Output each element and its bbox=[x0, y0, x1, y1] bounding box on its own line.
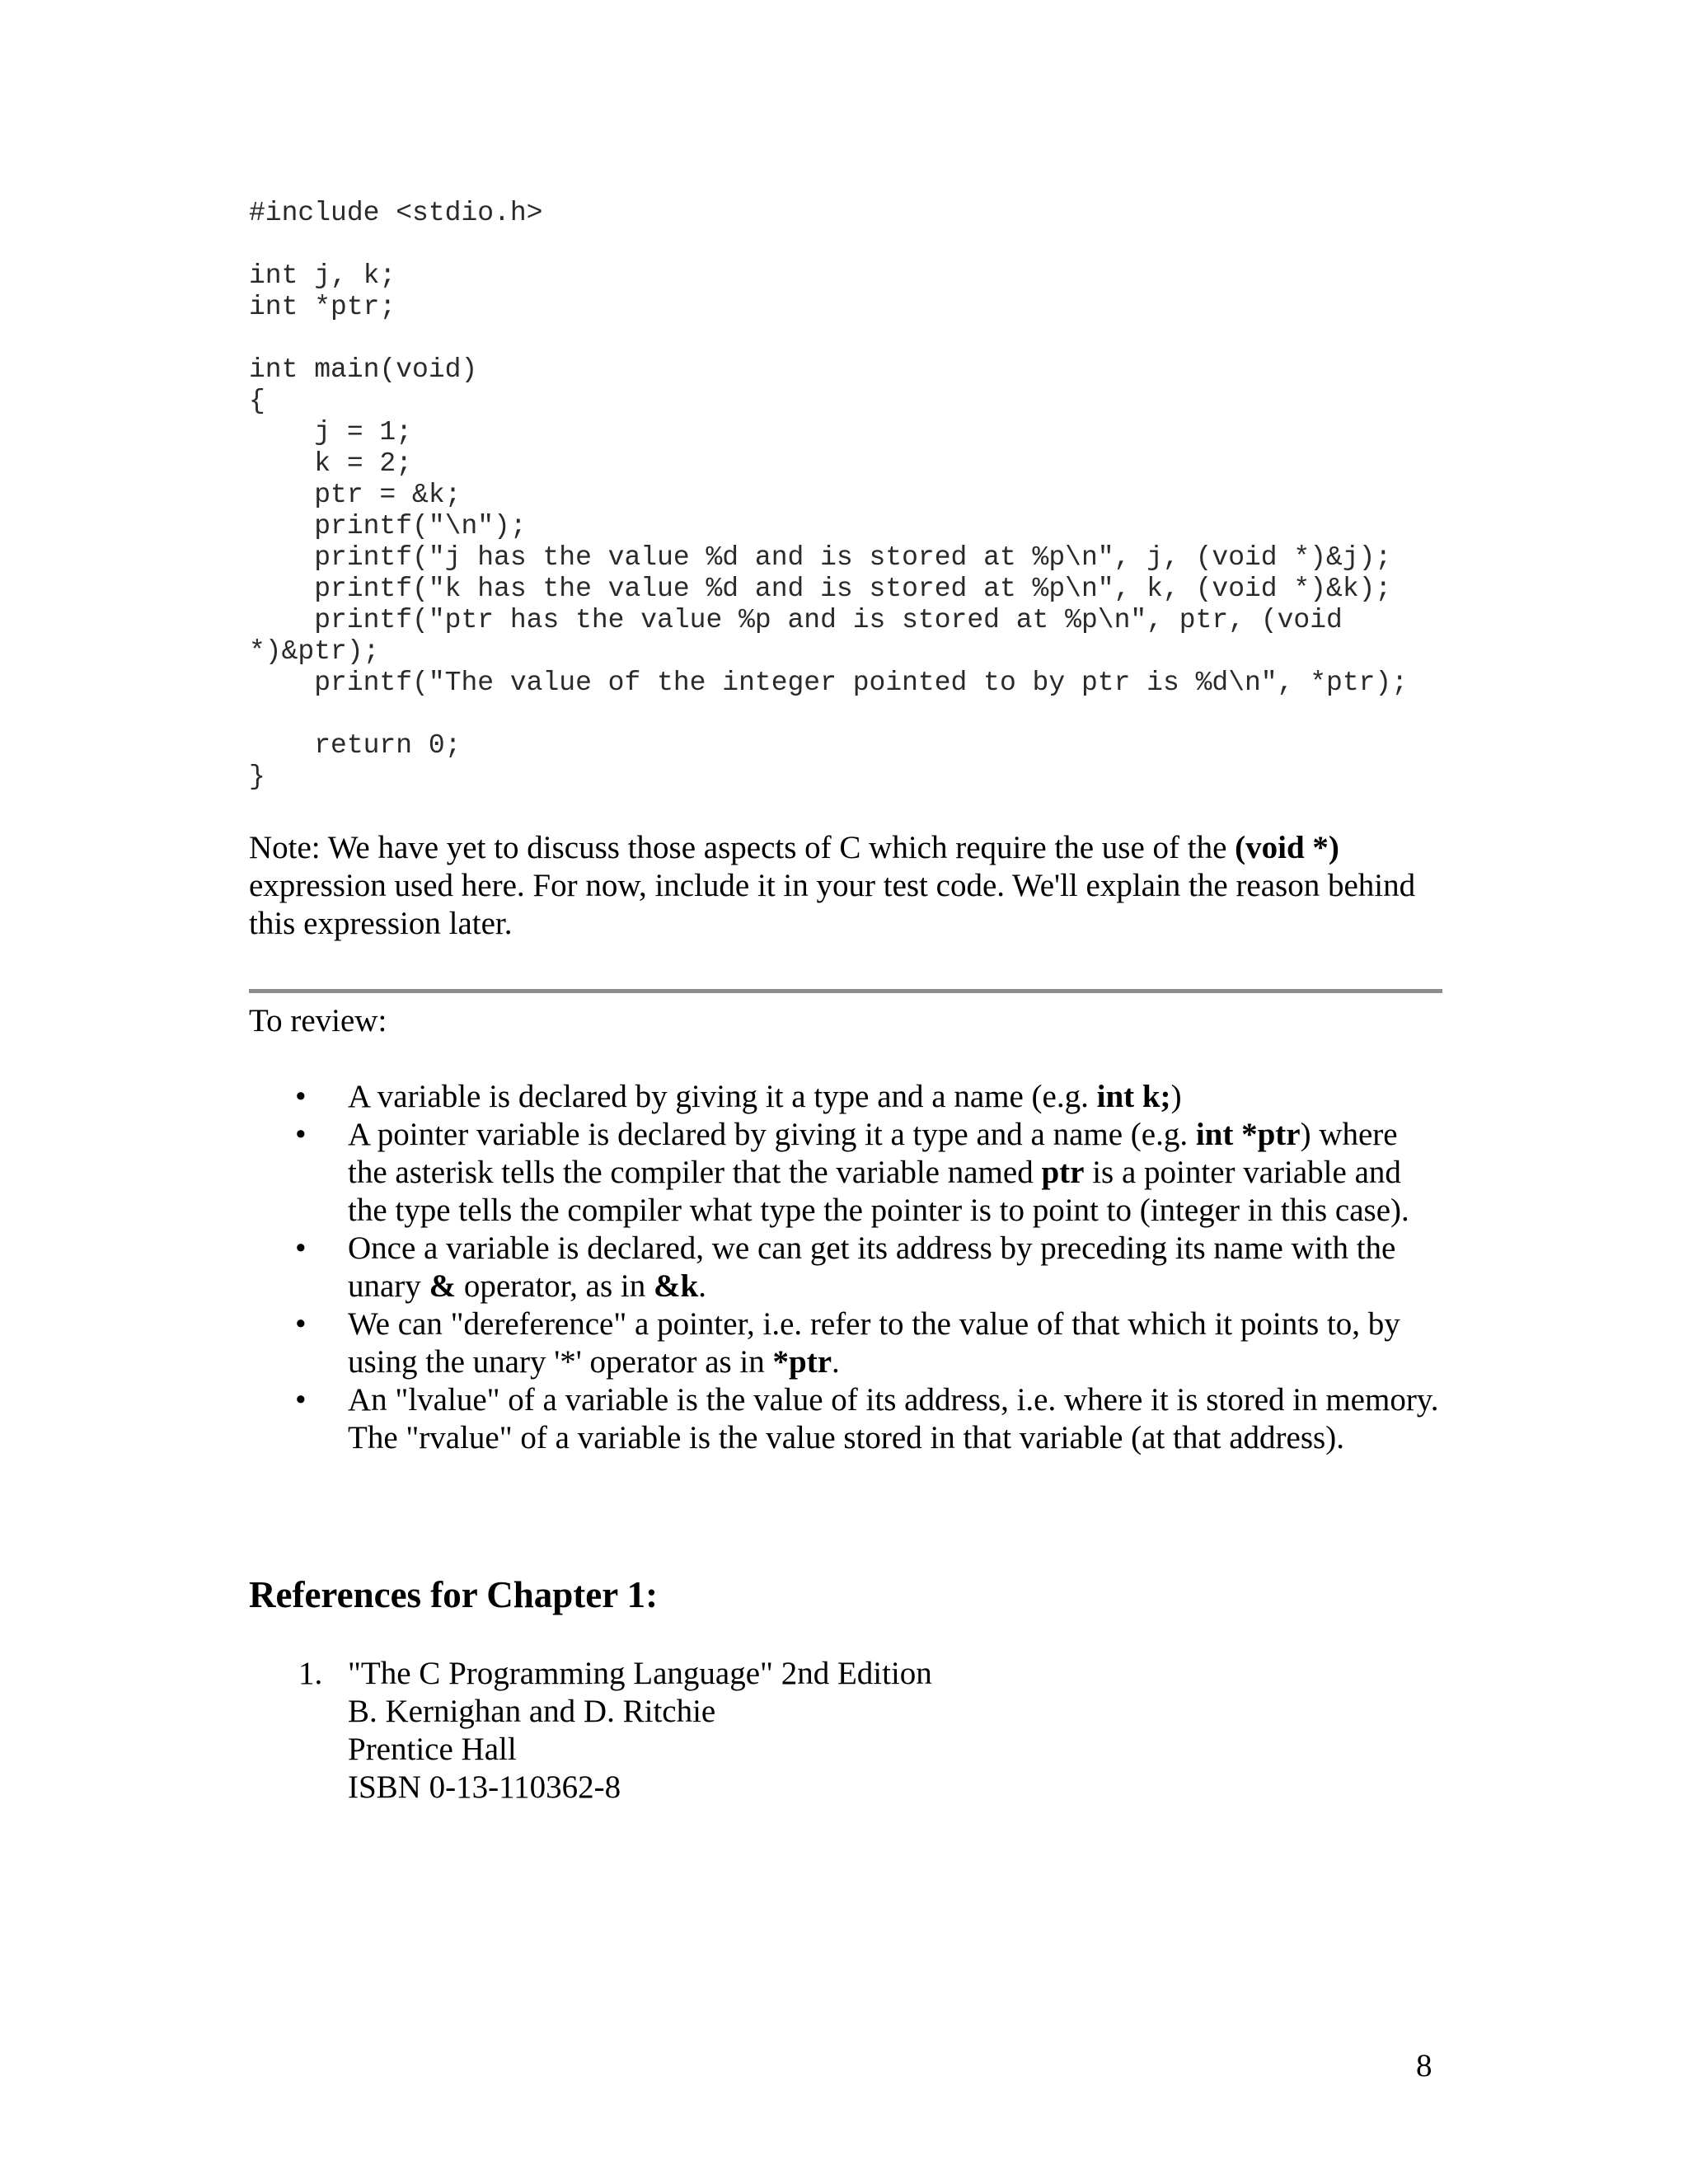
code-line: k = 2; bbox=[249, 448, 413, 479]
review-item-bold-text: & bbox=[429, 1268, 457, 1304]
references-heading: References for Chapter 1: bbox=[249, 1574, 659, 1615]
review-item-text: A variable is declared by giving it a type and a name (e.g. bbox=[348, 1079, 1097, 1114]
review-list-item bbox=[249, 1381, 1444, 1457]
code-line: printf("\n"); bbox=[249, 511, 527, 541]
review-list-item bbox=[249, 1078, 1444, 1116]
code-line: j = 1; bbox=[249, 417, 413, 448]
horizontal-divider bbox=[249, 989, 1442, 993]
code-listing bbox=[249, 198, 1408, 793]
review-item-text: operator, as in bbox=[456, 1268, 654, 1304]
bullet-icon: • bbox=[295, 1382, 307, 1418]
code-line: printf("The value of the integer pointed to by ptr is %d\n", *ptr); bbox=[249, 668, 1409, 698]
page-number: 8 bbox=[1416, 2048, 1432, 2083]
code-line: int *ptr; bbox=[249, 292, 396, 322]
review-item-text: . bbox=[698, 1268, 706, 1304]
review-item-text: A pointer variable is declared by giving it a type and a name (e.g. bbox=[348, 1117, 1196, 1152]
reference-line: "The C Programming Language" 2nd Edition bbox=[348, 1656, 932, 1691]
bullet-icon: • bbox=[295, 1306, 307, 1342]
bullet-icon: • bbox=[295, 1117, 307, 1152]
code-line: { bbox=[249, 386, 265, 416]
review-item-bold-text: *ptr bbox=[772, 1344, 832, 1380]
review-item-text: ) bbox=[1170, 1079, 1182, 1114]
note-text-end: expression used here. For now, include it in your test code. We'll explain the reason behind this expression later. bbox=[249, 868, 1416, 941]
references-list bbox=[249, 1655, 932, 1807]
code-line: printf("ptr has the value %p and is stored at %p\n", ptr, (void bbox=[249, 605, 1343, 635]
review-item-text: is a pointer variable and the type tells the compiler what type the pointer is to point to (integer in this case). bbox=[348, 1155, 1409, 1228]
code-line: *)&ptr); bbox=[249, 636, 380, 667]
review-item-bold-text: ptr bbox=[1041, 1155, 1085, 1190]
review-item-text: . bbox=[832, 1344, 840, 1380]
review-item-bold-text: &k bbox=[654, 1268, 699, 1304]
bullet-icon: • bbox=[295, 1079, 307, 1114]
review-item-text: An "lvalue" of a variable is the value of its address, i.e. where it is stored in memory. The "rvalue" of a variable is the value stored in that variable (at that address). bbox=[348, 1382, 1439, 1455]
review-list-item bbox=[249, 1305, 1444, 1381]
bullet-icon: • bbox=[295, 1230, 307, 1266]
review-item-bold-text: int *ptr bbox=[1195, 1117, 1301, 1152]
code-line: int j, k; bbox=[249, 260, 396, 291]
review-list-item bbox=[249, 1230, 1444, 1305]
code-line: return 0; bbox=[249, 730, 462, 761]
code-line: ptr = &k; bbox=[249, 480, 462, 510]
review-item-bold-text: int k; bbox=[1096, 1079, 1171, 1114]
review-bullet-list bbox=[249, 1078, 1444, 1457]
note-text-start: Note: We have yet to discuss those aspects of C which require the use of the bbox=[249, 830, 1236, 865]
reference-number: 1. bbox=[298, 1656, 323, 1691]
code-line: printf("j has the value %d and is stored at %p\n", j, (void *)&j); bbox=[249, 542, 1392, 573]
note-paragraph bbox=[249, 829, 1444, 943]
code-line: int main(void) bbox=[249, 354, 478, 385]
reference-line: Prentice Hall bbox=[348, 1732, 517, 1767]
review-item-text: ) where the asterisk tells the compiler that the variable named bbox=[348, 1117, 1398, 1190]
review-list-item bbox=[249, 1116, 1444, 1230]
code-line: #include <stdio.h> bbox=[249, 198, 543, 228]
review-title: To review: bbox=[249, 1003, 387, 1038]
reference-item bbox=[249, 1655, 932, 1807]
code-line: printf("k has the value %d and is stored at %p\n", k, (void *)&k); bbox=[249, 574, 1392, 604]
review-item-text: We can "dereference" a pointer, i.e. refer to the value of that which it points to, by using the unary '*' operator as in bbox=[348, 1306, 1400, 1380]
reference-line: ISBN 0-13-110362-8 bbox=[348, 1769, 621, 1805]
reference-line: B. Kernighan and D. Ritchie bbox=[348, 1694, 716, 1729]
review-item-text: Once a variable is declared, we can get its address by preceding its name with the unary bbox=[348, 1230, 1396, 1304]
note-bold-expression: (void *) bbox=[1235, 830, 1339, 865]
code-line: } bbox=[249, 762, 265, 792]
